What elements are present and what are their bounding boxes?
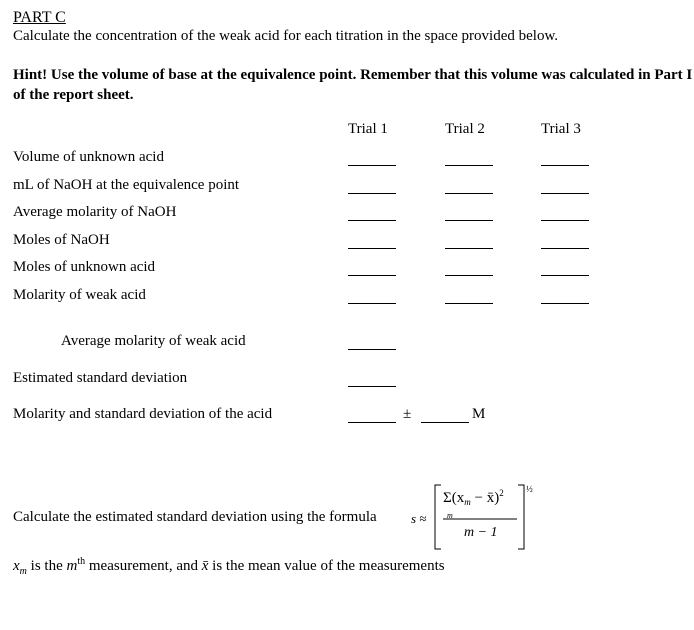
row-label-avg-molarity-naoh: Average molarity of NaOH: [13, 204, 177, 220]
blank-molarity-weak-acid-trial-3[interactable]: [541, 303, 589, 304]
blank-ml-naoh-trial-1[interactable]: [348, 193, 396, 194]
row-label-moles-naoh: Moles of NaOH: [13, 232, 110, 248]
sum-index: m: [447, 511, 453, 520]
blank-moles-acid-trial-3[interactable]: [541, 275, 589, 276]
blank-ml-naoh-trial-2[interactable]: [445, 193, 493, 194]
blank-average-molarity[interactable]: [348, 349, 396, 350]
formula-exponent: ½: [526, 484, 533, 494]
blank-moles-naoh-trial-3[interactable]: [541, 248, 589, 249]
std-deviation-formula: [400, 478, 550, 554]
blank-volume-acid-trial-1[interactable]: [348, 165, 396, 166]
trial-3-header: Trial 3: [541, 121, 581, 137]
blank-molarity-weak-acid-trial-1[interactable]: [348, 303, 396, 304]
blank-final-molarity[interactable]: [348, 422, 396, 423]
blank-moles-naoh-trial-2[interactable]: [445, 248, 493, 249]
trial-2-header: Trial 2: [445, 121, 485, 137]
row-label-volume-acid: Volume of unknown acid: [13, 149, 164, 165]
blank-final-std[interactable]: [421, 422, 469, 423]
row-label-molarity-weak-acid: Molarity of weak acid: [13, 287, 146, 303]
unit-molar: M: [472, 406, 486, 422]
part-title: PART C: [13, 9, 66, 26]
row-label-ml-naoh: mL of NaOH at the equivalence point: [13, 177, 240, 193]
blank-volume-acid-trial-3[interactable]: [541, 165, 589, 166]
trial-1-header: Trial 1: [348, 121, 388, 137]
formula-instruction: Calculate the estimated standard deviation using the formula: [13, 509, 377, 525]
blank-molarity-weak-acid-trial-2[interactable]: [445, 303, 493, 304]
blank-volume-acid-trial-2[interactable]: [445, 165, 493, 166]
std-deviation-label: Estimated standard deviation: [13, 370, 188, 386]
blank-moles-acid-trial-2[interactable]: [445, 275, 493, 276]
blank-ml-naoh-trial-3[interactable]: [541, 193, 589, 194]
row-label-moles-acid: Moles of unknown acid: [13, 259, 156, 275]
final-result-label: Molarity and standard deviation of the acid: [13, 406, 273, 422]
blank-avg-molarity-naoh-trial-3[interactable]: [541, 220, 589, 221]
blank-avg-molarity-naoh-trial-2[interactable]: [445, 220, 493, 221]
formula-denominator: m − 1: [464, 525, 498, 540]
blank-std-deviation[interactable]: [348, 386, 396, 387]
formula-note: $x_m$ is the $m^{th}$ measurement, and x̄ is the mean value of the measurements: [13, 556, 445, 577]
blank-moles-naoh-trial-1[interactable]: [348, 248, 396, 249]
right-bracket: [518, 485, 524, 549]
blank-moles-acid-trial-1[interactable]: [348, 275, 396, 276]
formula-lhs: s ≈: [411, 511, 427, 526]
plus-minus-sign: ±: [403, 406, 412, 422]
hint-text: Hint! Use the volume of base at the equivalence point. Remember that this volume was calculated in Part I of the report sheet.: [13, 67, 693, 103]
intro-text: Calculate the concentration of the weak acid for each titration in the space provided below.: [13, 28, 559, 44]
blank-avg-molarity-naoh-trial-1[interactable]: [348, 220, 396, 221]
formula-numerator: $\Sigma(x_m$ − x̄)$^2$: [443, 488, 504, 507]
average-molarity-label: Average molarity of weak acid: [61, 333, 246, 349]
left-bracket: [435, 485, 441, 549]
